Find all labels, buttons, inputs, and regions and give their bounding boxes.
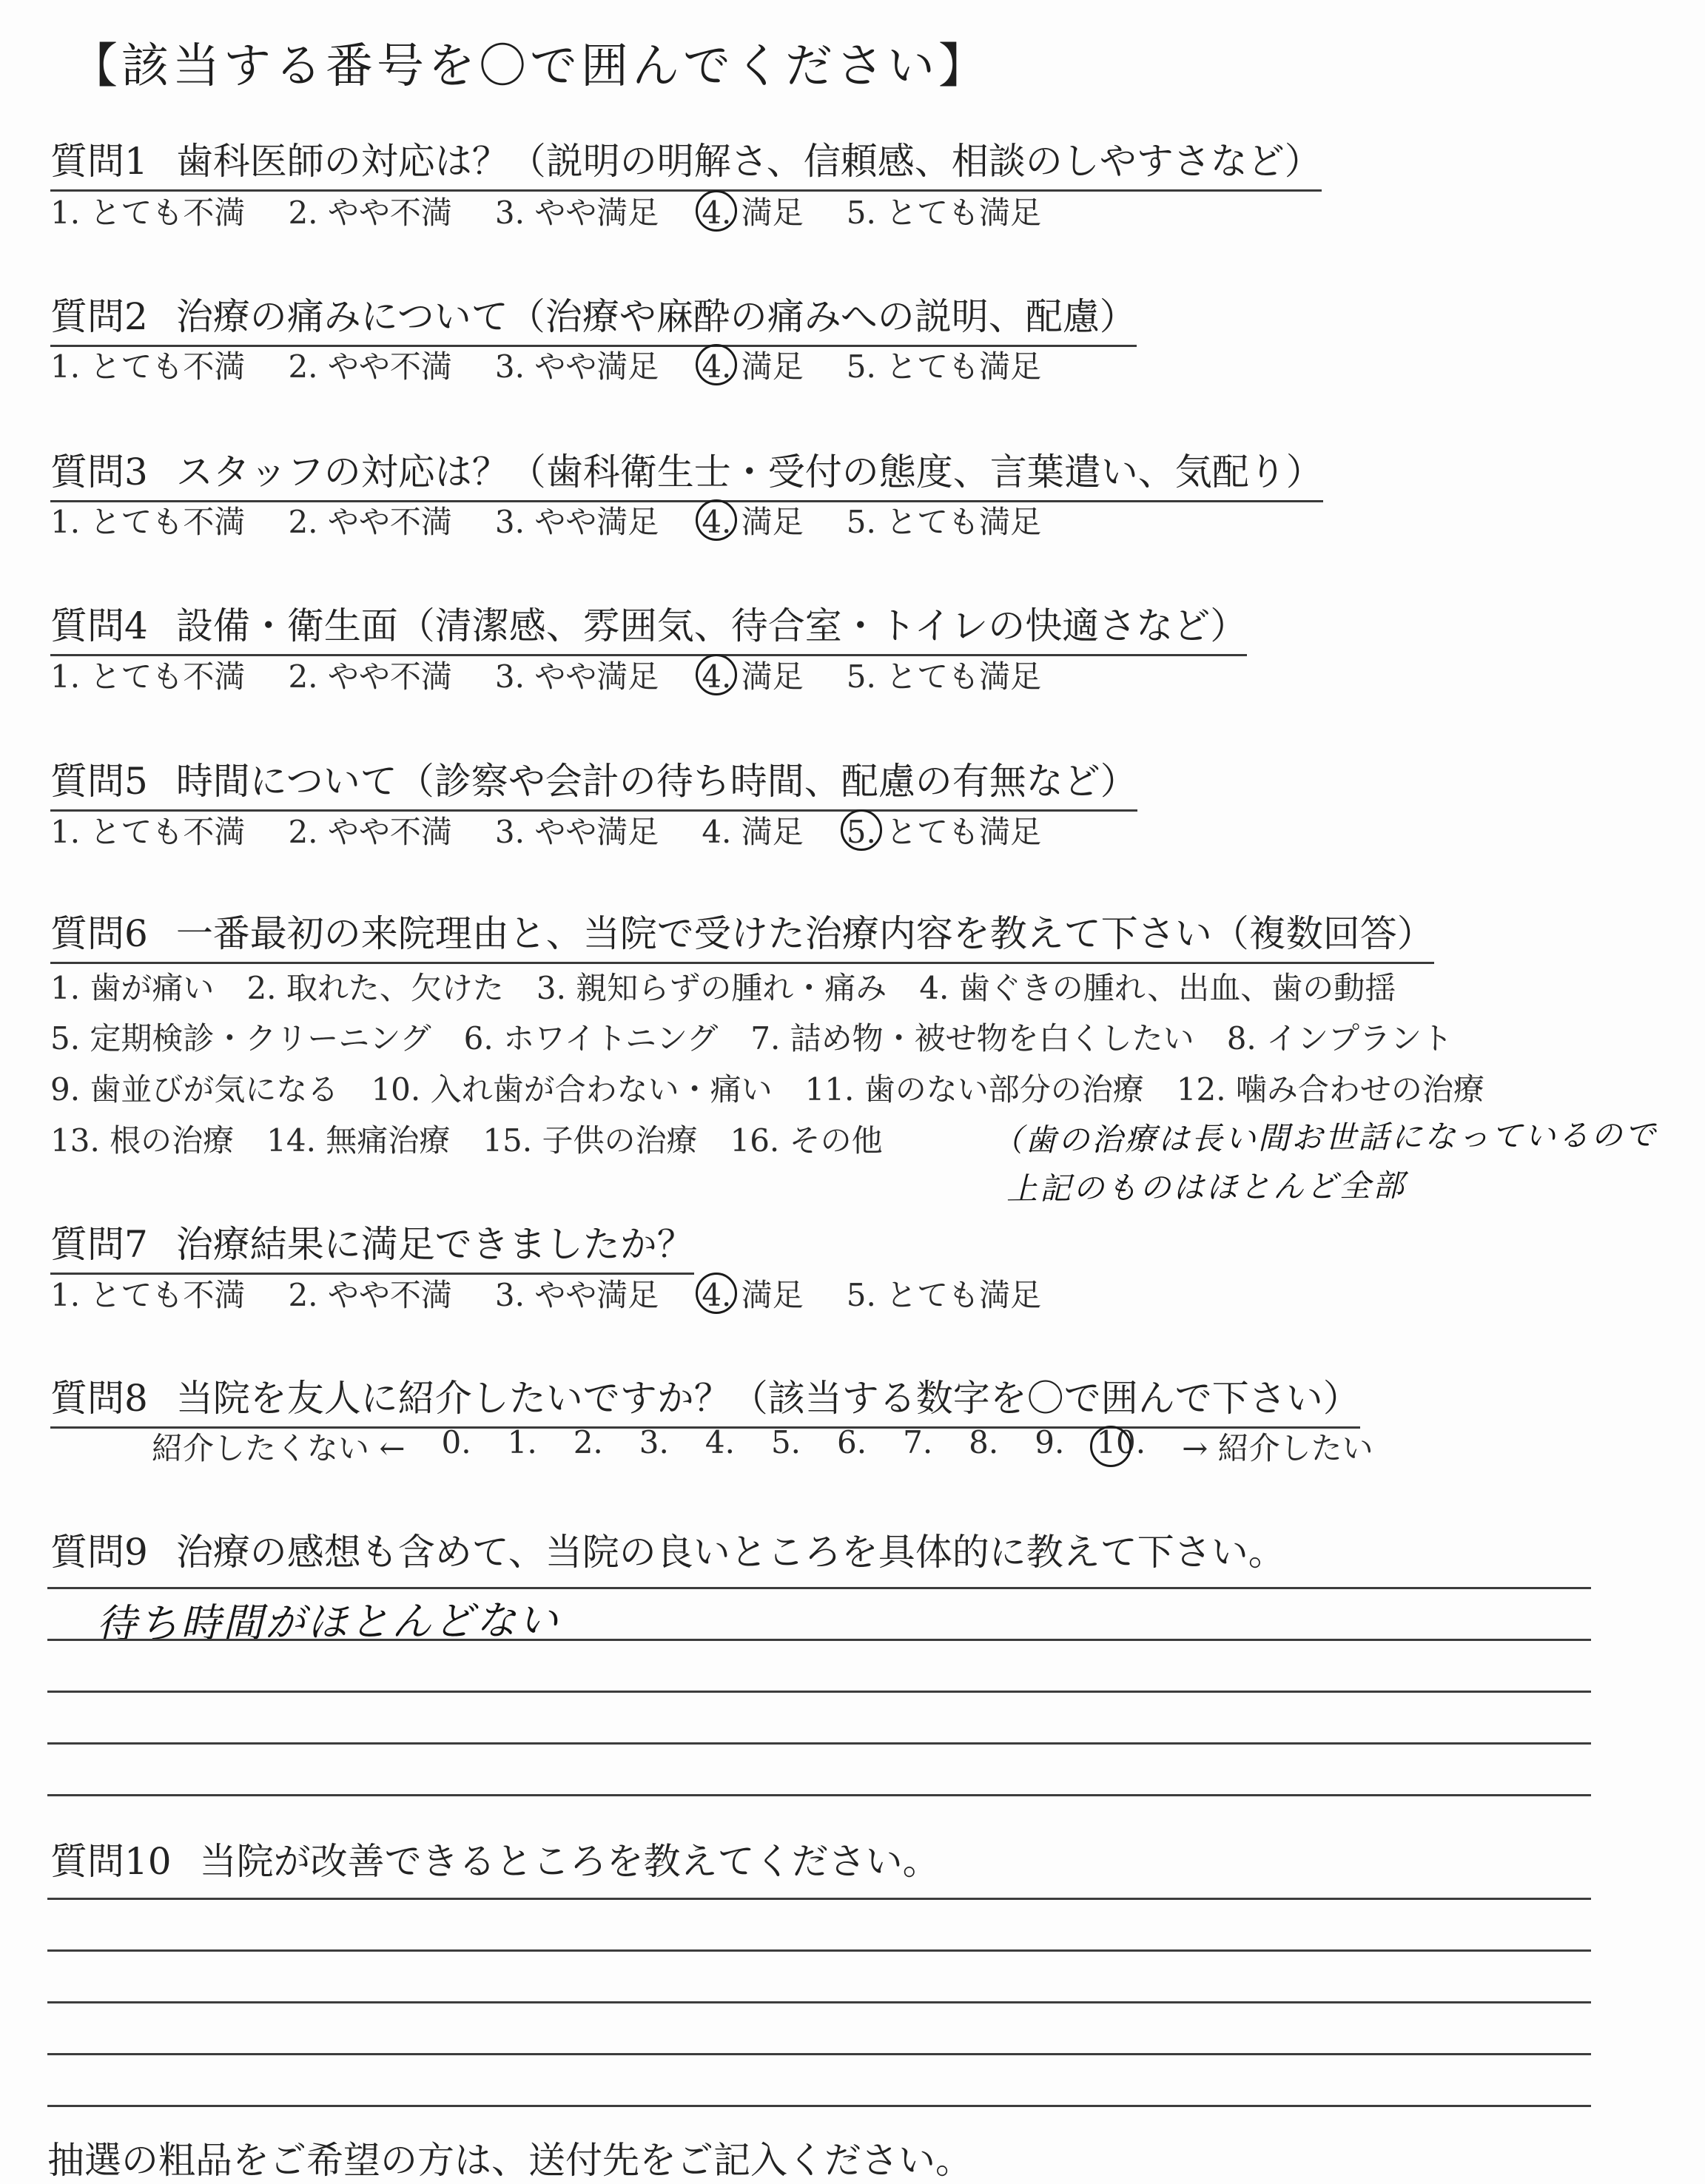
q6-handwritten-line-1: （歯の治療は長い間お世話になっているので: [991, 1116, 1658, 1159]
q5-option-4[interactable]: 4. 満足: [702, 814, 804, 850]
q6-option-2[interactable]: 2. 取れた、欠けた: [246, 970, 504, 1006]
q3-option-3[interactable]: 3. やや満足: [494, 504, 659, 540]
q2-option-4-selected[interactable]: 4. 満足: [702, 343, 803, 387]
q5-option-2[interactable]: 2. やや不満: [288, 814, 452, 850]
scale-option-6[interactable]: 6.: [837, 1424, 867, 1460]
question-4-number: 質問4: [50, 604, 148, 647]
scale-option-3[interactable]: 3.: [639, 1424, 669, 1460]
q6-option-12[interactable]: 12. 噛み合わせの治療: [1176, 1071, 1484, 1108]
q5-option-3[interactable]: 3. やや満足: [494, 814, 659, 850]
q4-option-1[interactable]: 1. とても不満: [50, 658, 246, 695]
question-2-options: [50, 343, 1041, 387]
q6-option-9[interactable]: 9. 歯並びが気になる: [50, 1071, 339, 1108]
q6-option-3[interactable]: 3. 親知らずの腫れ・痛み: [536, 970, 887, 1006]
question-7-text: 治療結果に満足できましたか？: [175, 1223, 694, 1266]
question-8-text: 当院を友人に紹介したいですか？（該当する数字を〇で囲んで下さい）: [175, 1377, 1360, 1420]
question-5-text: 時間について（診察や会計の待ち時間、配慮の有無など）: [175, 760, 1137, 803]
q6-option-5[interactable]: 5. 定期検診・クリーニング: [50, 1020, 431, 1056]
question-7-number: 質問7: [50, 1223, 148, 1266]
question-3-number: 質問3: [50, 451, 148, 493]
question-7-options: [50, 1271, 1041, 1315]
question-6-number: 質問6: [50, 912, 148, 955]
question-9-text: 治療の感想も含めて、当院の良いところを具体的に教えて下さい。: [175, 1531, 1285, 1574]
q3-option-2[interactable]: 2. やや不満: [288, 504, 452, 540]
question-9-number: 質問9: [50, 1531, 148, 1574]
q5-option-1[interactable]: 1. とても不満: [50, 814, 246, 850]
q6-option-10[interactable]: 10. 入れ歯が合わない・痛い: [371, 1071, 773, 1108]
scale-option-1[interactable]: 1.: [507, 1424, 537, 1460]
question-1-number: 質問1: [50, 140, 148, 183]
question-1-text: 歯科医師の対応は？（説明の明解さ、信頼感、相談のしやすさなど）: [175, 140, 1322, 183]
scale-option-9[interactable]: 9.: [1035, 1424, 1065, 1460]
question-6-row-2: [50, 1014, 1453, 1059]
question-3-options: [50, 498, 1041, 542]
q6-option-14[interactable]: 14. 無痛治療: [266, 1122, 451, 1159]
q6-option-8[interactable]: 8. インプラント: [1226, 1020, 1453, 1056]
question-10-text: 当院が改善できるところを教えてください。: [199, 1840, 940, 1883]
q1-option-1[interactable]: 1. とても不満: [50, 195, 246, 231]
footer-note: 抽選の粗品をご希望の方は、送付先をご記入ください。: [47, 2139, 972, 2182]
q6-option-16[interactable]: 16. その他: [730, 1122, 883, 1159]
question-8-number: 質問8: [50, 1377, 148, 1420]
q4-option-2[interactable]: 2. やや不満: [288, 658, 452, 695]
q6-option-15[interactable]: 15. 子供の治療: [482, 1122, 698, 1159]
question-5: [50, 752, 1137, 812]
scale-right-label: → 紹介したい: [1182, 1430, 1373, 1466]
q10-answer-line-2[interactable]: [47, 1949, 1591, 1952]
q7-option-4-selected[interactable]: 4. 満足: [702, 1271, 803, 1315]
q4-option-4-selected[interactable]: 4. 満足: [702, 653, 803, 697]
q2-option-5[interactable]: 5. とても満足: [846, 348, 1042, 385]
q6-handwritten-line-2: 上記のものはほとんど全部: [1006, 1167, 1407, 1207]
question-6-text: 一番最初の来院理由と、当院で受けた治療内容を教えて下さい（複数回答）: [175, 912, 1434, 955]
q10-answer-line-5[interactable]: [47, 2105, 1591, 2107]
q9-answer-line-4[interactable]: [47, 1742, 1591, 1745]
scale-option-5[interactable]: 5.: [770, 1424, 801, 1460]
question-1-options: [50, 189, 1041, 233]
question-3-text: スタッフの対応は？（歯科衛生士・受付の態度、言葉遣い、気配り）: [175, 451, 1323, 493]
q5-option-5-selected[interactable]: 5. とても満足: [847, 808, 1041, 852]
question-6-row-1: [50, 964, 1396, 1008]
q1-option-3[interactable]: 3. やや満足: [494, 195, 659, 231]
question-8: [50, 1369, 1360, 1429]
q1-option-4-selected[interactable]: 4. 満足: [702, 189, 803, 233]
q6-option-13[interactable]: 13. 根の治療: [50, 1122, 235, 1159]
q2-option-2[interactable]: 2. やや不満: [288, 348, 452, 385]
q10-answer-line-3[interactable]: [47, 2001, 1591, 2003]
page-title: 【該当する番号を〇で囲んでください】: [70, 39, 989, 94]
q2-option-3[interactable]: 3. やや満足: [494, 348, 659, 385]
question-7: [50, 1215, 694, 1275]
q7-option-1[interactable]: 1. とても不満: [50, 1277, 246, 1313]
q1-option-2[interactable]: 2. やや不満: [288, 195, 452, 231]
question-4-options: [50, 653, 1041, 697]
q9-answer-line-5[interactable]: [47, 1794, 1591, 1796]
q9-handwritten-answer: 待ち時間がほとんどない: [95, 1597, 561, 1648]
q3-option-5[interactable]: 5. とても満足: [846, 504, 1042, 540]
q2-option-1[interactable]: 1. とても不満: [50, 348, 246, 385]
q6-option-7[interactable]: 7. 詰め物・被せ物を白くしたい: [750, 1020, 1194, 1056]
scale-option-0[interactable]: 0.: [441, 1424, 471, 1460]
q9-answer-line-1[interactable]: [47, 1587, 1591, 1589]
q6-option-1[interactable]: 1. 歯が痛い: [50, 970, 215, 1006]
question-6-row-4: [50, 1116, 883, 1161]
question-2-number: 質問2: [50, 295, 148, 338]
scale-option-7[interactable]: 7.: [903, 1424, 933, 1460]
question-5-number: 質問5: [50, 760, 148, 803]
q6-option-4[interactable]: 4. 歯ぐきの腫れ、出血、歯の動揺: [919, 970, 1396, 1006]
question-6: [50, 904, 1434, 964]
q6-option-11[interactable]: 11. 歯のない部分の治療: [804, 1071, 1144, 1108]
q10-answer-line-1[interactable]: [47, 1898, 1591, 1900]
q4-option-3[interactable]: 3. やや満足: [494, 658, 659, 695]
q9-answer-line-2[interactable]: [47, 1639, 1591, 1641]
q7-option-5[interactable]: 5. とても満足: [846, 1277, 1042, 1313]
question-3: [50, 442, 1323, 502]
q1-option-5[interactable]: 5. とても満足: [846, 195, 1042, 231]
question-1: [50, 132, 1322, 192]
scale-left-label: 紹介したくない ←: [152, 1430, 406, 1466]
q3-option-1[interactable]: 1. とても不満: [50, 504, 246, 540]
question-5-options: [50, 808, 1041, 852]
question-10: [50, 1832, 940, 1890]
scale-option-10-selected[interactable]: 10.: [1096, 1424, 1146, 1469]
q3-option-4-selected[interactable]: 4. 満足: [702, 498, 803, 542]
question-4: [50, 596, 1247, 656]
q7-option-2[interactable]: 2. やや不満: [288, 1277, 452, 1313]
scale-option-2[interactable]: 2.: [573, 1424, 603, 1460]
q6-option-6[interactable]: 6. ホワイトニング: [463, 1020, 719, 1056]
q9-answer-line-3[interactable]: [47, 1691, 1591, 1693]
question-4-text: 設備・衛生面（清潔感、雰囲気、待合室・トイレの快適さなど）: [175, 604, 1248, 647]
question-8-scale: [152, 1424, 1373, 1469]
scale-option-4[interactable]: 4.: [704, 1424, 735, 1460]
question-2: [50, 287, 1137, 347]
q4-option-5[interactable]: 5. とても満足: [846, 658, 1042, 695]
question-9: [50, 1523, 1285, 1580]
q10-answer-line-4[interactable]: [47, 2053, 1591, 2055]
question-2-text: 治療の痛みについて（治療や麻酔の痛みへの説明、配慮）: [175, 295, 1137, 338]
scale-option-8[interactable]: 8.: [969, 1424, 999, 1460]
question-10-number: 質問10: [50, 1840, 172, 1883]
question-6-row-3: [50, 1065, 1484, 1110]
q7-option-3[interactable]: 3. やや満足: [494, 1277, 659, 1313]
